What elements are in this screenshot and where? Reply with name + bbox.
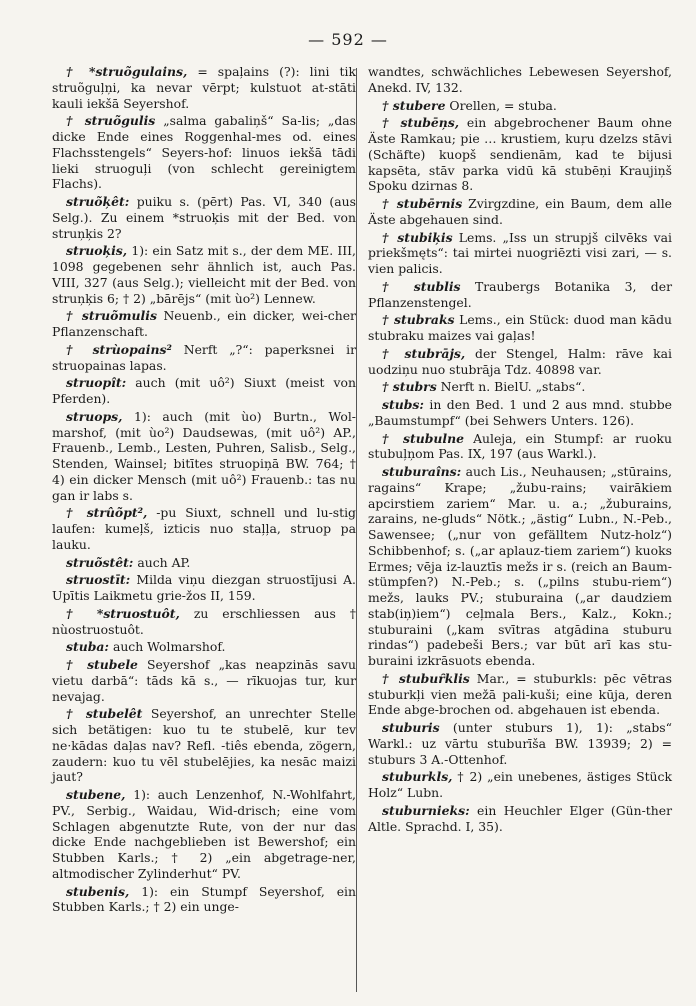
dictionary-entry [52,884,356,916]
entry-text: 1): auch (mit ùo) Burtn., Wol-marshof, (mit ùo²) Daudsewas, (mit uô²) AP., Frauenb., Lemb., Lesten, Puhren, Salisb., Selg., Stenden, Wainsel; bitītes struopiņā BW. 764; † 4) ein dicker Mensch (mit uô²) Frauenb.: tas nu gan ir labs s. [52,408,356,503]
dictionary-entry [52,64,356,111]
entry-text: Neuenb., ein dicker, wei-cher Pflanzenschaft. [52,308,356,339]
entry-text: zu erschliessen aus † nùostruostuôt. [52,605,356,637]
dictionary-entry [52,194,356,241]
dictionary-entry [368,279,672,311]
entry-text: auch Lis., Neuhausen; „stūrains, ragains“ Krape; „žubu-rains; vairākiem apcirstiem zariem“ Mar. u. a.; „žuburains, zarains, ne-gluds“ Nötk.; „ästig“ Lubn., N.-Peb., Sawensee; („nur von gefälltem Nutz-holz“) Schibbenhof; s. („ar aplauz-tiem zariem“) kuoks Ermes; vēja iz-lauztīs mežs ir s. (reich an Baum-stümpfen?) N.-Peb.; s. („pilns stubu-riem“) mežs, lauks PV.; stuburaina („ar daudziem stab(iņ)iem“) ceļmala Bers., Kalz., Kokn.; stuburaini („kam svītras atgādina stuburu rindas“) padebeši Bers.; var būt arī kas stu-buraini izkrāsuots ebenda. [368,464,672,668]
entry-headword: stuburis [382,720,440,735]
entry-headword: † *struostuôt, [66,605,180,621]
entry-headword: stuburnieks: [382,802,470,818]
entry-text: Orellen, = stuba. [449,97,557,113]
entry-headword: † stubrs [382,379,437,395]
dictionary-entry [368,431,672,463]
dictionary-entry [52,342,356,374]
entry-text: Nerft n. BielU. „stabs“. [440,379,586,395]
entry-headword: † *struõgulains, [66,64,188,79]
dictionary-entry [52,606,356,638]
entry-headword: † stubiķis [382,229,453,245]
entry-headword: † stubraks [382,312,455,328]
entry-headword: † stubrājs, [382,345,466,361]
dictionary-entry [52,409,356,504]
dictionary-entry [368,379,672,395]
entry-headword: † struõgulis [66,113,156,129]
entry-headword: † stublis [382,278,461,294]
entry-text: Traubergs Botanika 3, der Pflanzenstengel. [368,278,672,310]
dictionary-entry [368,115,672,194]
dictionary-entry [52,505,356,552]
dictionary-entry [368,64,672,96]
dictionary-entry [368,196,672,228]
entry-text: (unter stuburs 1), 1): „stabs“ Warkl.: uz vārtu stuburīša BW. 13939; 2) = stuburs 3 A.-Ottenhof. [368,720,672,767]
entry-text: Lems., ein Stück: duod man kādu stubraku maizes vai gaļas! [368,312,672,343]
entry-text: in den Bed. 1 und 2 aus mnd. stubbe „Baumstumpf“ (bei Sehwers Unters. 126). [368,397,672,428]
entry-text: Mar., = stuburkls: pēc vētras stuburkļi vien mežā pali-kuši; eine kūja, deren Ende abge-brochen od. abgehauen ist ebenda. [368,670,672,718]
entry-headword: stuburkls, [382,769,453,785]
entry-text: 1): auch Lenzenhof, N.-Wohlfahrt, PV., Serbig., Waidau, Wid-drisch; eine vom Schlagen abgenutzte Rute, von der nur das dicke Ende nachgeblieben ist Bewershof; ein Stubben Karls.; † 2) „ein abgetrage-ner, altmodischer Zylinderhut“ PV. [52,787,356,881]
entry-headword: † stubele [66,657,138,672]
dictionary-entry [368,464,672,669]
entry-text: Milda viņu diezgan struostījusi A. Upītis Laikmetu grie-žos II, 159. [52,572,356,603]
entry-text: Nerft „?“: paperksnei ir struopainas lapas. [52,341,356,373]
entry-text: Seyershof „kas neapzinās savu vietu darbā“: tāds kā s., — rīkuojas tur, kur nevajag. [52,657,356,704]
dictionary-entry [52,572,356,604]
dictionary-entry [368,397,672,429]
entry-text: der Stengel, Halm: rāve kai uodziņu nuo stubrāja Tdz. 40898 var. [368,345,672,377]
entry-headword: † strùopains² [66,341,172,357]
dictionary-entry [52,308,356,340]
entry-text: auch AP. [137,554,191,570]
entry-text: 1): ein Satz mit s., der dem ME. III, 1098 gegebenen sehr ähnlich ist, auch Pas. VIII, 327 (aus Selg.); vielleicht mit der Bed. von struņķis 6; † 2) „bārējs“ (mit ùo²) Lennew. [52,243,356,306]
entry-text: wandtes, schwächliches Lebewesen Seyershof, Anekd. IV, 132. [368,64,672,95]
dictionary-entry [52,375,356,407]
entry-text: puiku s. (pērt) Pas. VI, 340 (aus Selg.). Zu einem *struoķis mit der Bed. von struņķis 2? [52,194,356,241]
entry-text: † 2) „ein unebenes, ästiges Stück Holz“ Lubn. [368,769,672,800]
dictionary-entry [52,639,356,655]
entry-text: -pu Siuxt, schnell und lu-stig laufen: kumeļš, izticis nuo staļļa, struop pa lauku. [52,505,356,552]
entry-text: = spaļains (?): lini tik struõguļņi, ka nevar vērpt; kulstuot at-stāti kauli iekšā Seyershof. [52,64,356,111]
page-number: — 592 — [308,30,388,49]
entry-headword: † stubere [382,97,446,113]
entry-text: ein abgebrochener Baum ohne Äste Ramkau; pie … krustiem, kuŗu dzelzs stāvi (Schäfte) kuopš sendienām, kad te bijusi kapsēta, stāv parka vidū kā stubēņi Kraujiņš Spoku dzirnas 8. [368,115,672,194]
entry-headword: † strûõpt², [66,505,148,521]
entry-headword: stuburaîns: [382,464,462,479]
entry-headword: † struõmulis [66,308,157,324]
entry-text: auch (mit uô²) Siuxt (meist von Pferden). [52,375,356,406]
entry-headword: stuba: [66,639,109,655]
entry-headword: struopît: [66,375,127,391]
dictionary-entry [368,769,672,801]
entry-headword: † stubērnis [382,196,463,211]
dictionary-entry [368,230,672,277]
dictionary-entry [52,113,356,192]
dictionary-entry [52,787,356,882]
entry-text: Seyershof, an unrechter Stelle sich betätigen: kuo tu te stubelē, kur tev ne·kādas daļas nav? Refl. -tiês ebenda, zögern, zaudern: kuo tu vēl stubelējies, ka nesāc maizi jaut? [52,706,356,785]
dictionary-entry [368,803,672,835]
entry-headword: stubene, [66,787,126,802]
dictionary-entry [52,706,356,785]
entry-headword: struostīt: [66,572,131,588]
dictionary-entry [368,671,672,718]
entry-headword: † stubuȓklis [382,670,470,686]
entry-text: „salma gabaliņš“ Sa-lis; „das dicke Ende eines Roggenhal-mes od. eines Flachsstengels“ Seyers-hof: linuos iekšā tādi lieki struoguļi (von schlecht gereinigtem Flachs). [52,113,356,192]
dictionary-entry [52,243,356,306]
dictionary-entry [52,555,356,571]
entry-text: Lems. „Iss un strupjš cilvēks vai priekšmęts“: tai mirtei nuogriēzti visi zari, — s. vien palicis. [368,229,672,276]
entry-text: ein Heuchler Elger (Gün-ther Altle. Sprachd. I, 35). [368,802,672,834]
left-column [52,64,356,917]
entry-headword: struops, [66,408,123,424]
dictionary-entry [368,312,672,344]
entry-headword: † stubulne [382,430,464,446]
entry-headword: struoķis, [66,243,128,259]
dictionary-entry [52,657,356,704]
entry-text: 1): ein Stumpf Seyershof, ein Stubben Karls.; † 2) ein unge- [52,883,356,915]
entry-headword: † stubēņs, [382,115,460,131]
entry-headword: struõķêt: [66,194,130,209]
entry-text: Auleja, ein Stumpf: ar ruoku stubuļņom Pas. IX, 197 (aus Warkl.). [368,430,672,462]
dictionary-entry [368,720,672,767]
entry-headword: † stubelêt [66,706,143,722]
entry-headword: struõstêt: [66,554,134,570]
entry-text: auch Wolmarshof. [112,639,226,655]
column-divider [356,68,357,992]
right-column [368,64,672,836]
entry-text: Zvirgzdine, ein Baum, dem alle Äste abgehauen sind. [368,196,672,227]
dictionary-entry [368,346,672,378]
dictionary-entry [368,98,672,114]
entry-headword: stubs: [382,397,424,412]
entry-headword: stubenis, [66,883,130,899]
